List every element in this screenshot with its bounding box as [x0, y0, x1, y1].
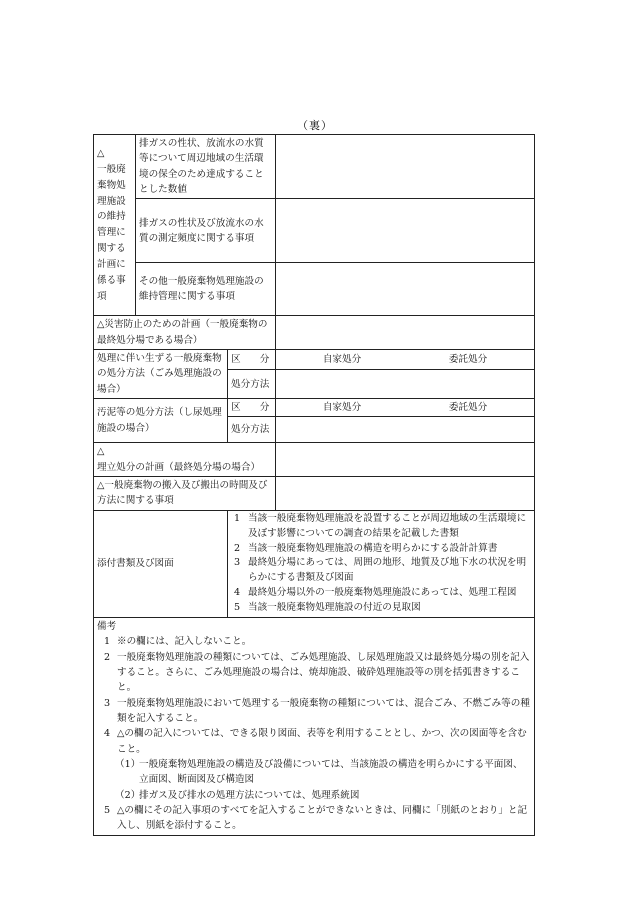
sludge-method-label: 処分方法: [228, 417, 276, 443]
sludge-method-field[interactable]: [276, 417, 535, 443]
remark-subitem: （1） 一般廃棄物処理施設の構造及び設備については、当該施設の構造を明らかにする平面図、立面図、断面図及び構造図: [115, 758, 523, 786]
transport-value-field[interactable]: [276, 477, 535, 511]
self-disposal-option[interactable]: 自家処分: [322, 402, 362, 414]
waste-disposal-label: 処理に伴い生ずる一般廃棄物の処分方法（ごみ処理施設の場合）: [94, 350, 228, 399]
sludge-kubun-options: [276, 399, 535, 417]
list-item: 3 最終処分場にあっては、周囲の地形、地質及び地下水の状況を明らかにする書類及び図面: [234, 557, 527, 584]
consign-disposal-option[interactable]: 委託処分: [448, 354, 488, 366]
mgmt-item-label: 排ガスの性状及び放流水の水質の測定頻度に関する事項: [136, 199, 276, 263]
remark-item: 5 △の欄にその記入事項のすべてを記入することができないときは、同欄に「別紙のとおり」と記入し、別紙を添付すること。: [103, 804, 528, 832]
triangle-mark: △: [97, 148, 105, 160]
waste-kubun-options: [276, 350, 535, 370]
mgmt-row-1: [94, 135, 535, 199]
mgmt-side-label: [94, 135, 136, 316]
sludge-disposal-label: 汚泥等の処分方法（し尿処理施設の場合）: [94, 399, 228, 443]
list-item: 4 最終処分場以外の一般廃棄物処理施設にあっては、処理工程図: [234, 587, 517, 599]
mgmt-row-2: [94, 199, 535, 263]
waste-method-field[interactable]: [276, 370, 535, 399]
application-form-back: [93, 134, 535, 836]
list-item: 2 当該一般廃棄物処理施設の構造を明らかにする設計計算書: [234, 542, 498, 554]
mgmt-item-label: 排ガスの性状、放流水の水質等について周辺地域の生活環境の保全のため達成することとした数値: [136, 135, 276, 199]
sludge-kubun-label: 区 分: [228, 399, 276, 417]
mgmt-item-value-field[interactable]: [276, 199, 535, 263]
disaster-label: △災害防止のための計画（一般廃棄物の最終処分場である場合）: [94, 316, 276, 350]
waste-kubun-label: 区 分: [228, 350, 276, 370]
landfill-row: [94, 443, 535, 477]
remark-item: 1 ※の欄には、記入しないこと。: [103, 636, 252, 648]
remarks-title: 備考: [97, 620, 117, 632]
consign-disposal-option[interactable]: 委託処分: [448, 402, 488, 414]
mgmt-row-3: [94, 263, 535, 316]
attachments-list: [234, 512, 531, 616]
list-item: 5 当該一般廃棄物処理施設の付近の見取図: [234, 601, 421, 613]
disaster-value-field[interactable]: [276, 316, 535, 350]
landfill-label: [94, 443, 276, 477]
waste-kubun-row: [94, 350, 535, 370]
list-item: 1 当該一般廃棄物処理施設を設置することが周辺地域の生活環境に及ぼす影響についての調査の結果を記載した書類: [234, 512, 527, 539]
disaster-row: [94, 316, 535, 350]
landfill-label-text: 埋立処分の計画（最終処分場の場合）: [97, 461, 261, 473]
self-disposal-option[interactable]: 自家処分: [322, 354, 362, 366]
sludge-kubun-row: [94, 399, 535, 417]
page-title: （裏）: [297, 119, 333, 132]
attachments-row: [94, 510, 535, 617]
remark-item: 2 一般廃棄物処理施設の種類については、ごみ処理施設、し尿処理施設又は最終処分場の別を記入すること。さらに、ごみ処理施設の場合は、焼却施設、破砕処理施設等の別を括弧書きすること。: [103, 651, 530, 694]
remarks-row: [94, 617, 535, 835]
mgmt-item-label: その他一般廃棄物処理施設の維持管理に関する事項: [136, 263, 276, 316]
mgmt-item-value-field[interactable]: [276, 263, 535, 316]
attachments-label: 添付書類及び図面: [94, 510, 228, 617]
mgmt-side-label-text: 一般廃棄物処理施設の維持管理に関する計画に係る事項: [97, 163, 126, 302]
landfill-value-field[interactable]: [276, 443, 535, 477]
remark-subitem: （2） 排ガス及び排水の処理方法については、処理系統図: [115, 789, 360, 801]
remark-item: 3 一般廃棄物処理施設において処理する一般廃棄物の種類については、混合ごみ、不燃ごみ等の種類を記入すること。: [103, 697, 530, 724]
transport-row: [94, 477, 535, 511]
waste-method-label: 処分方法: [228, 370, 276, 399]
triangle-mark: △: [97, 446, 105, 458]
remark-item: 4 △の欄の記入については、できる限り図面、表等を利用することとし、かつ、次の図面等を含むこと。: [103, 728, 527, 755]
attachments-list-cell: [228, 510, 535, 617]
mgmt-item-value-field[interactable]: [276, 135, 535, 199]
transport-label: △一般廃棄物の搬入及び搬出の時間及び方法に関する事項: [94, 477, 276, 511]
remarks-cell: [94, 617, 535, 835]
